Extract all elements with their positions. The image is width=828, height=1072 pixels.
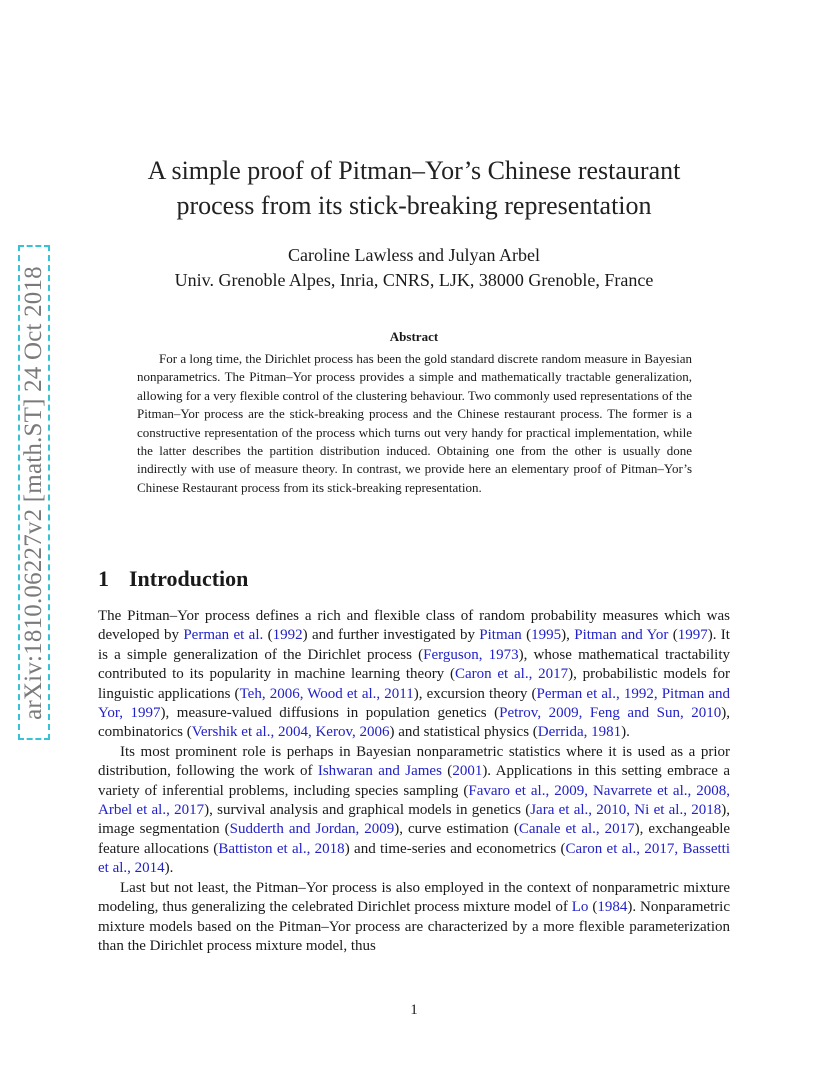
citation-link[interactable]: Caron et al., 2017	[454, 666, 569, 683]
section-number: 1	[98, 566, 109, 591]
citation-link[interactable]: Sudderth and Jordan, 2009	[229, 821, 395, 838]
abstract-heading: Abstract	[389, 329, 439, 344]
citation-link[interactable]: Pitman and Yor	[574, 627, 669, 644]
citation-link[interactable]: 1984	[597, 899, 628, 916]
citation-link[interactable]: 1992	[272, 627, 303, 644]
paragraph-3: Last but not least, the Pitman–Yor process is also employed in the context of nonparametric mixture modeling, thus generalizing the celebrated Dirichlet process mixture model of Lo (1984). Nonparametric mixture models based on the Pitman–Yor process are characterized by a more flexible parameterization than the Dirichlet process mixture model, thus	[98, 879, 731, 954]
abstract-text: For a long time, the Dirichlet process has been the gold standard discrete random measure in Bayesian nonparametrics. The Pitman–Yor process provides a simple and mathematically tractable generalization, allowing for a very flexible control of the clustering behaviour. Two commonly used representations of the Pitman–Yor process are the stick-breaking process and the Chinese restaurant process. The former is a constructive representation of the process which turns out very handy for practical implementation, while the latter describes the partition distribution induced. Obtaining one from the other is usually done indirectly with use of measure theory. In contrast, we provide here an elementary proof of Pitman–Yor’s Chinese Restaurant process from its stick-breaking representation.	[137, 351, 692, 495]
citation-link[interactable]: 1997	[677, 627, 708, 644]
citation-link[interactable]: Battiston et al., 2018	[218, 840, 345, 857]
citation-link[interactable]: 2001	[452, 763, 483, 780]
body-text	[98, 607, 730, 956]
section-title: Introduction	[129, 566, 249, 591]
citation-link[interactable]: Lo	[571, 899, 589, 916]
arxiv-stamp-text: arXiv:1810.06227v2 [math.ST] 24 Oct 2018	[20, 265, 47, 720]
citation-link[interactable]: Derrida, 1981	[537, 724, 622, 741]
title-line-2: process from its stick-breaking representation	[176, 191, 652, 220]
affiliation: Univ. Grenoble Alpes, Inria, CNRS, LJK, 38000 Grenoble, France	[174, 270, 654, 290]
citation-link[interactable]: Caron et al., 2017, Bassetti et al., 2014	[98, 840, 730, 877]
citation-link[interactable]: 1995	[531, 627, 562, 644]
section-heading	[98, 566, 248, 592]
citation-link[interactable]: Petrov, 2009, Feng and Sun, 2010	[499, 705, 722, 722]
paper-title	[100, 153, 728, 223]
title-line-1: A simple proof of Pitman–Yor’s Chinese restaurant	[147, 156, 681, 185]
citation-link[interactable]: Ferguson, 1973	[423, 646, 519, 663]
authors: Caroline Lawless and Julyan Arbel	[288, 245, 540, 265]
paragraph-2: Its most prominent role is perhaps in Bayesian nonparametric statistics where it is used as a prior distribution, following the work of Ishwaran and James (2001). Applications in this setting embrace a variety of inferential problems, including species sampling (Favaro et al., 2009, Navarrete et al., 2008, Arbel et al., 2017), survival analysis and graphical models in genetics (Jara et al., 2010, Ni et al., 2018), image segmentation (Sudderth and Jordan, 2009), curve estimation (Canale et al., 2017), exchangeable feature allocations (Battiston et al., 2018) and time-series and econometrics (Caron et al., 2017, Bassetti et al., 2014).	[98, 743, 731, 877]
citation-link[interactable]: Vershik et al., 2004, Kerov, 2006	[191, 724, 390, 741]
citation-link[interactable]: Jara et al., 2010, Ni et al., 2018	[530, 802, 722, 819]
citation-link[interactable]: Favaro et al., 2009, Navarrete et al., 2008, Arbel et al., 2017	[98, 782, 730, 819]
paragraph-1: The Pitman–Yor process defines a rich and flexible class of random probability measures which was developed by Perman et al. (1992) and further investigated by Pitman (1995), Pitman and Yor (1997). It is a simple generalization of the Dirichlet process (Ferguson, 1973), whose mathematical tractability contributed to its popularity in machine learning theory (Caron et al., 2017), probabilistic models for linguistic applications (Teh, 2006, Wood et al., 2011), excursion theory (Perman et al., 1992, Pitman and Yor, 1997), measure-valued diffusions in population genetics (Petrov, 2009, Feng and Sun, 2010), combinatorics (Vershik et al., 2004, Kerov, 2006) and statistical physics (Derrida, 1981).	[98, 608, 731, 741]
citation-link[interactable]: Teh, 2006, Wood et al., 2011	[239, 685, 414, 702]
citation-link[interactable]: Perman et al.	[183, 627, 264, 644]
citation-link[interactable]: Canale et al., 2017	[518, 821, 635, 838]
citation-link[interactable]: Pitman	[479, 627, 522, 644]
page-number: 1	[410, 1002, 418, 1018]
arxiv-stamp	[18, 245, 50, 740]
citation-link[interactable]: Perman et al., 1992, Pitman and Yor, 1997	[98, 685, 730, 722]
citation-link[interactable]: Ishwaran and James	[317, 763, 442, 780]
